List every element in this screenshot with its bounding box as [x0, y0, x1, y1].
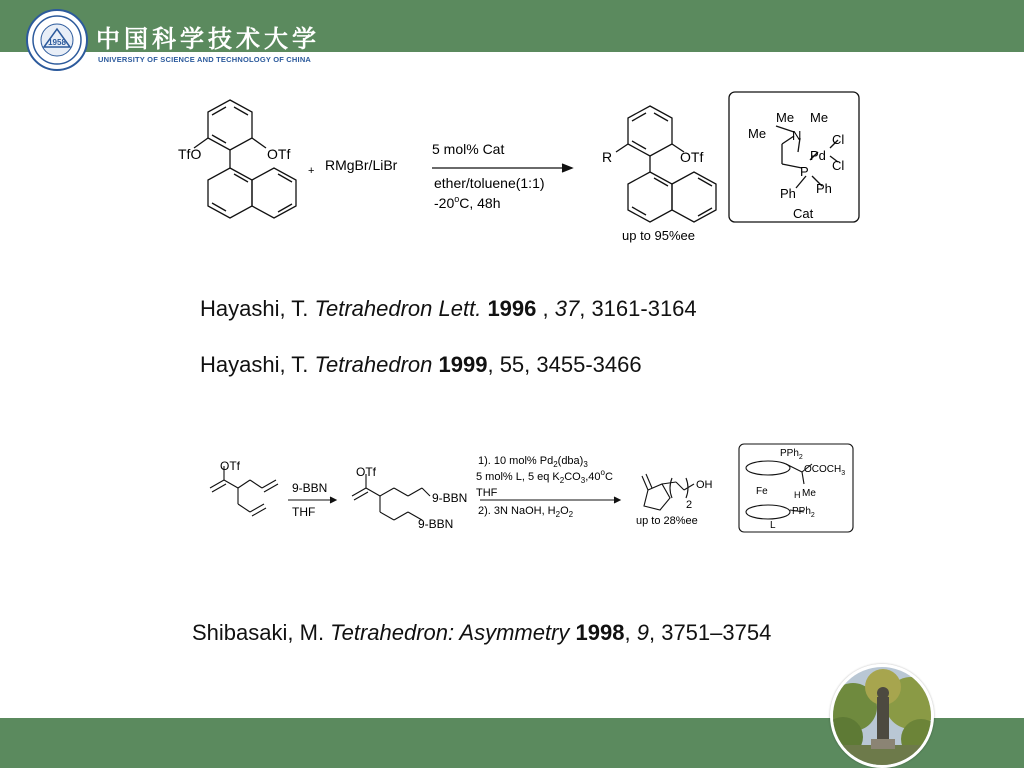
scheme2-yield: up to 28%ee	[636, 515, 698, 527]
svg-text:P: P	[800, 164, 809, 179]
scheme2-cond2: 5 mol% L, 5 eq $K_2CO_3,40^oC$	[476, 468, 613, 485]
university-logo	[20, 5, 320, 71]
university-name-en: UNIVERSITY OF SCIENCE AND TECHNOLOGY OF CHINA	[98, 55, 312, 64]
svg-text:OCOCH3: $OCOCH_3$	[804, 464, 846, 477]
reference-3: Shibasaki, M. Tetrahedron: Asymmetry 1998, 9, 3751–3754	[192, 620, 772, 645]
arrow-condition-catalyst: 5 mol% Cat	[432, 141, 505, 157]
svg-text:Pd: Pd	[810, 148, 826, 163]
grignard-reagent: RMgBr/LiBr	[325, 157, 398, 173]
svg-text:H: H	[794, 490, 801, 500]
product-label-r: R	[602, 149, 613, 165]
svg-text:Ph: Ph	[780, 186, 796, 201]
product-n: 2	[686, 499, 693, 511]
svg-text:Cl: Cl	[832, 158, 845, 173]
svg-text:N: N	[792, 128, 802, 143]
int-otf-label: OTf	[356, 465, 376, 479]
product-label-otf: OTf	[680, 149, 704, 165]
arrow-condition-solvent: ether/toluene(1:1)	[434, 175, 545, 191]
svg-text:Me: Me	[810, 110, 829, 125]
arrow-condition-temp: -20$^o$C, 48h	[434, 194, 501, 211]
university-seal-icon	[26, 9, 88, 71]
reactant-label-tfo: TfO	[178, 146, 202, 162]
svg-text:L: L	[770, 520, 776, 531]
scheme1-yield: up to 95%ee	[622, 228, 696, 243]
arrow1-solvent: THF	[292, 505, 316, 519]
sm-otf-label: OTf	[220, 459, 240, 473]
svg-text:Me: Me	[802, 488, 816, 499]
university-name-zh: 中国科学技术大学	[96, 24, 320, 53]
svg-text:Me: Me	[748, 126, 767, 141]
scheme2-cond4: 2). 3N NaOH, $H_2O_2$	[478, 505, 574, 519]
reference-1: Hayashi, T. Tetrahedron Lett. 1996 , 37, 3161-3164	[200, 296, 697, 321]
svg-text:Fe: Fe	[756, 486, 768, 497]
svg-text:Cl: Cl	[832, 132, 845, 147]
svg-text:Cat: Cat	[793, 206, 814, 221]
int-bbn-label-1: 9-BBN	[432, 491, 468, 505]
scheme2-cond3: THF	[476, 487, 498, 499]
seal-year: 1958	[48, 38, 66, 47]
arrow1-reagent: 9-BBN	[292, 481, 328, 495]
svg-text:PPh2: PPh$_2$	[792, 506, 815, 519]
svg-text:PPh2: PPh$_2$	[780, 448, 803, 461]
plus-sign: +	[308, 165, 315, 177]
scheme2-cond1: 1). 10 mol% $Pd_2(dba)_3$	[478, 455, 588, 469]
svg-text:Me: Me	[776, 110, 795, 125]
reaction-scheme-2	[200, 440, 860, 540]
campus-statue-photo	[830, 664, 934, 768]
catalyst-structure	[748, 110, 844, 221]
reference-2: Hayashi, T. Tetrahedron 1999, 55, 3455-3466	[200, 352, 642, 377]
reaction-scheme-1	[170, 88, 870, 248]
product-oh: OH	[696, 479, 713, 491]
int-bbn-label-2: 9-BBN	[418, 517, 454, 531]
reactant-label-otf: OTf	[267, 146, 291, 162]
svg-text:Ph: Ph	[816, 181, 832, 196]
